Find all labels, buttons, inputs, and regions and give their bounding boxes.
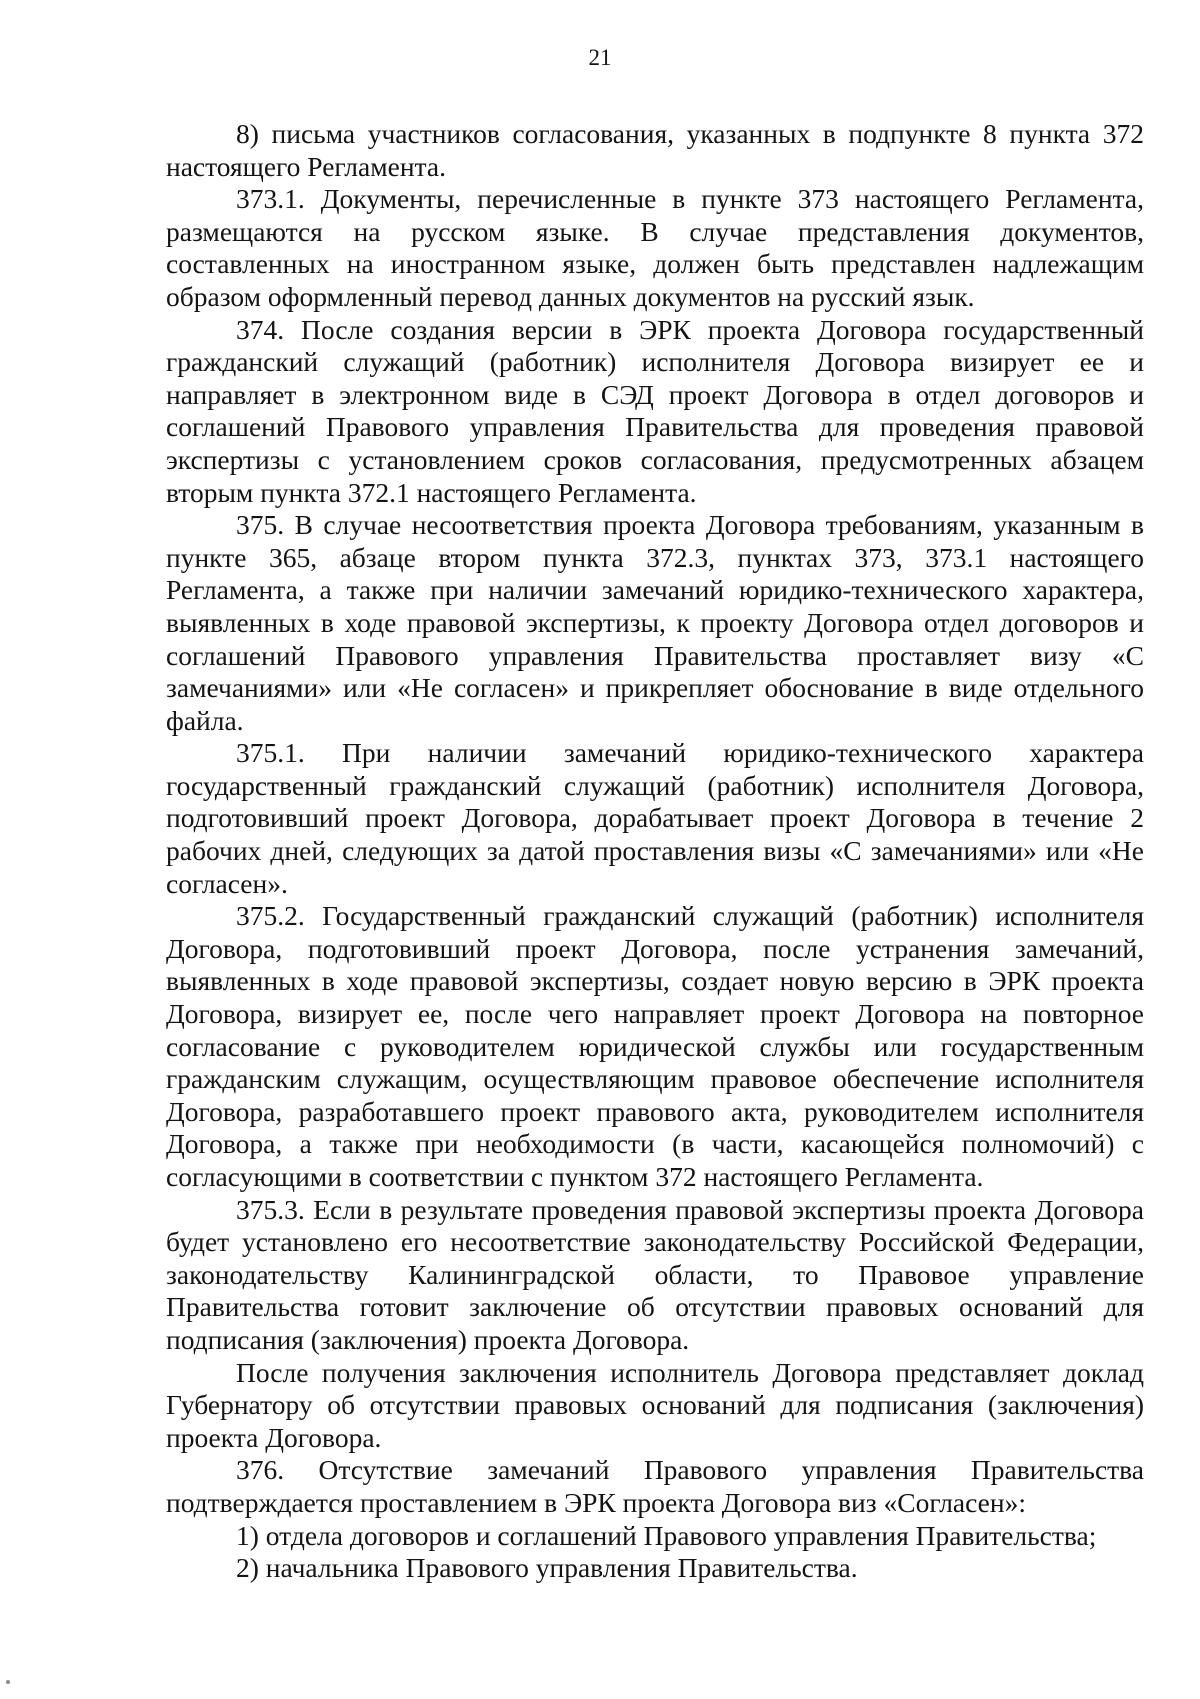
- paragraph-item-8: 8) письма участников согласования, указанных в подпункте 8 пункта 372 настоящего Регламента.: [166, 118, 1144, 182]
- paragraph-375: 375. В случае несоответствия проекта Договора требованиям, указанным в пункте 365, абзаце втором пункта 372.3, пунктах 373, 373.1 настоящего Регламента, а также при наличии замечаний юридико-технического характера, выявленных в ходе правовой экспертизы, к проекту Договора отдел договоров и соглашений Правового управления Правительства проставляет визу «С замечаниями» или «Не согласен» и прикрепляет обоснование в виде отдельного файла.: [166, 509, 1144, 736]
- document-body: [166, 118, 1144, 1585]
- list-item-2: 2) начальника Правового управления Правительства.: [236, 1552, 858, 1584]
- paragraph-report-to-governor: После получения заключения исполнитель Договора представляет доклад Губернатору об отсутствии правовых оснований для подписания (заключения) проекта Договора.: [166, 1356, 1144, 1453]
- paragraph-374: 374. После создания версии в ЭРК проекта Договора государственный гражданский служащий (работник) исполнителя Договора визирует ее и направляет в электронном виде в СЭД проект Договора в отдел договоров и соглашений Правового управления Правительства для проведения правовой экспертизы с установлением сроков согласования, предусмотренных абзацем вторым пункта 372.1 настоящего Регламента.: [166, 313, 1144, 508]
- paragraph-373-1: 373.1. Документы, перечисленные в пункте 373 настоящего Регламента, размещаются на русском языке. В случае представления документов, составленных на иностранном языке, должен быть представлен надлежащим образом оформленный перевод данных документов на русский язык.: [166, 183, 1144, 312]
- paragraph-375-1: 375.1. При наличии замечаний юридико-технического характера государственный гражданский служащий (работник) исполнителя Договора, подготовивший проект Договора, дорабатывает проект Договора в течение 2 рабочих дней, следующих за датой проставления визы «С замечаниями» или «Не согласен».: [166, 737, 1144, 899]
- paragraph-375-3: 375.3. Если в результате проведения правовой экспертизы проекта Договора будет установлено его несоответствие законодательству Российской Федерации, законодательству Калининградской области, то Правовое управление Правительства готовит заключение об отсутствии правовых оснований для подписания (заключения) проекта Договора.: [166, 1193, 1144, 1355]
- paragraph-376: 376. Отсутствие замечаний Правового управления Правительства подтверждается проставлением в ЭРК проекта Договора виз «Согласен»:: [166, 1454, 1144, 1518]
- page-number: 21: [588, 45, 612, 70]
- scan-artifact: [6, 1680, 10, 1684]
- paragraph-375-2: 375.2. Государственный гражданский служащий (работник) исполнителя Договора, подготовивший проект Договора, после устранения замечаний, выявленных в ходе правовой экспертизы, создает новую версию в ЭРК проекта Договора, визирует ее, после чего направляет проект Договора на повторное согласование с руководителем юридической службы или государственным гражданским служащим, осуществляющим правовое обеспечение исполнителя Договора, разработавшего проект правового акта, руководителем исполнителя Договора, а также при необходимости (в части, касающейся полномочий) с согласующими в соответствии с пунктом 372 настоящего Регламента.: [166, 900, 1144, 1192]
- list-item-1: 1) отдела договоров и соглашений Правового управления Правительства;: [236, 1519, 1097, 1551]
